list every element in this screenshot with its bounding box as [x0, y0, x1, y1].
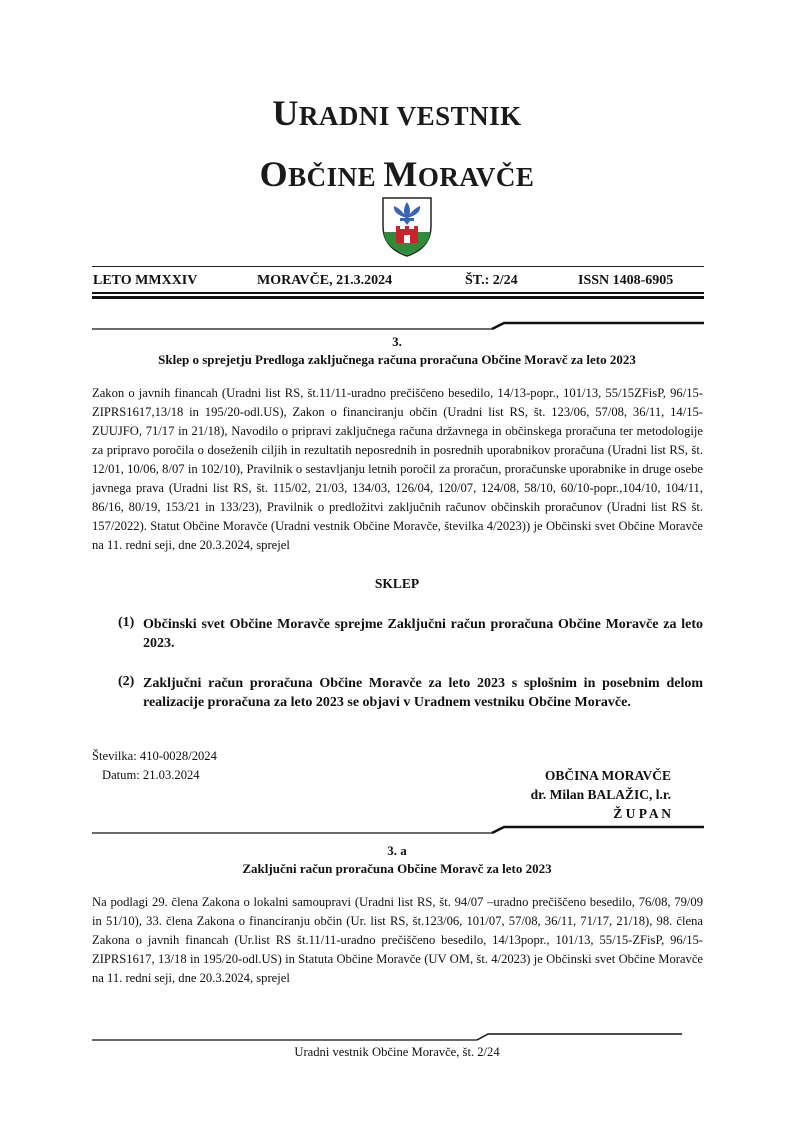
clause-number: (2) — [118, 674, 135, 689]
section-number: 3. — [392, 334, 402, 349]
signature-name: dr. Milan BALAŽIC, l.r. — [530, 787, 671, 802]
decision-heading: SKLEP — [374, 576, 420, 591]
issue-year: LETO MMXXIV — [93, 273, 198, 288]
municipal-crest-icon — [381, 196, 433, 258]
issn: ISSN 1408-6905 — [578, 273, 674, 288]
footer-rule — [92, 1029, 682, 1039]
issue-number: ŠT.: 2/24 — [465, 273, 518, 288]
info-bar-rule-thick — [92, 296, 704, 299]
section-title: Sklep o sprejetju Predloga zaključnega računa proračuna Občine Moravč za leto 2023 — [158, 352, 636, 367]
signature-role: Ž U P A N — [613, 806, 671, 821]
legal-preamble: Zakon o javnih financah (Uradni list RS, št.11/11-uradno prečiščeno besedilo, 14/13-popr., 101/13, 55/15ZFisP, 96/15-ZIPRS1617,13/18 in 195/20-odl.US), Zakon o financiranju občin (Uradni list RS, št. 123/06, 57/08, 36/11, 14/15-ZUUJFO, 71/17 in 21/18), Navodilo o pripravi zaključnega računa državnega in občinskega proračuna ter metodologije za pripravo poročila o doseženih ciljih in rezultatih neposrednih in posrednih uporabnikov proračuna (Uradni list RS, št. 12/01, 10/06, 8/07 in 102/10), Pravilnik o sestavljanju letnih poročil za proračun, proračunske uporabnike in druge osebe javnega prava (Uradni list RS, št. 115/02, 21/03, 134/03, 126/04, 120/07, 124/08, 58/10, 60/10-popr.,104/10, 104/11, 86/16, 80/19, 153/21 in 133/23), Pravilnik o predložitvi zaključnih računov občinskih proračunov (Uradni list RS št. 157/2022). Statut Občine Moravče (Uradni vestnik Občine Moravče, številka 4/2023)) je Občinski svet Občine Moravče na 11. redni seji, dne 20.3.2024, sprejel — [92, 386, 703, 552]
document-number: Številka: 410-0028/2024 — [92, 749, 217, 763]
masthead-title-line1: URADNI VESTNIK — [272, 93, 522, 133]
section-number: 3. a — [387, 843, 407, 858]
info-bar-rule-thin — [92, 292, 704, 294]
page-footer: Uradni vestnik Občine Moravče, št. 2/24 — [294, 1045, 500, 1059]
document-date: Datum: 21.03.2024 — [102, 768, 200, 782]
section-divider — [92, 824, 704, 836]
clause-text: Zaključni račun proračuna Občine Moravče za leto 2023 s splošnim in posebnim delom realizacije proračuna za leto 2023 se objavi v Uradnem vestniku Občine Moravče. — [143, 676, 703, 710]
section-title: Zaključni račun proračuna Občine Moravč za leto 2023 — [242, 861, 552, 876]
section-divider — [92, 320, 704, 332]
info-bar-top-rule — [92, 266, 704, 267]
clause-number: (1) — [118, 615, 135, 630]
issue-place-date: MORAVČE, 21.3.2024 — [257, 273, 393, 288]
signature-org: OBČINA MORAVČE — [544, 768, 671, 783]
masthead-title-line2: OBČINE MORAVČE — [259, 154, 535, 194]
clause-text: Občinski svet Občine Moravče sprejme Zaključni račun proračuna Občine Moravče za leto 2023. — [143, 617, 703, 651]
legal-preamble: Na podlagi 29. člena Zakona o lokalni samoupravi (Uradni list RS, št. 94/07 –uradno prečiščeno besedilo, 76/08, 79/09 in 51/10), 33. člena Zakona o financiranju občin (Ur. list RS, št.123/06, 101/07, 57/08, 36/11, 71/17, 21/18), 98. člena Zakona o javnih financah (Ur.list RS št.11/11-uradno prečiščeno besedilo, 14/13popr., 101/13, 55/15-ZFisP, 96/15-ZIPRS1617, 13/18 in 195/20-odl.US) in Statuta Občine Moravče (UV OM, št. 4/2023) je Občinski svet Občine Moravče na 11. redni seji, dne 20.3.2024, sprejel — [92, 895, 703, 985]
